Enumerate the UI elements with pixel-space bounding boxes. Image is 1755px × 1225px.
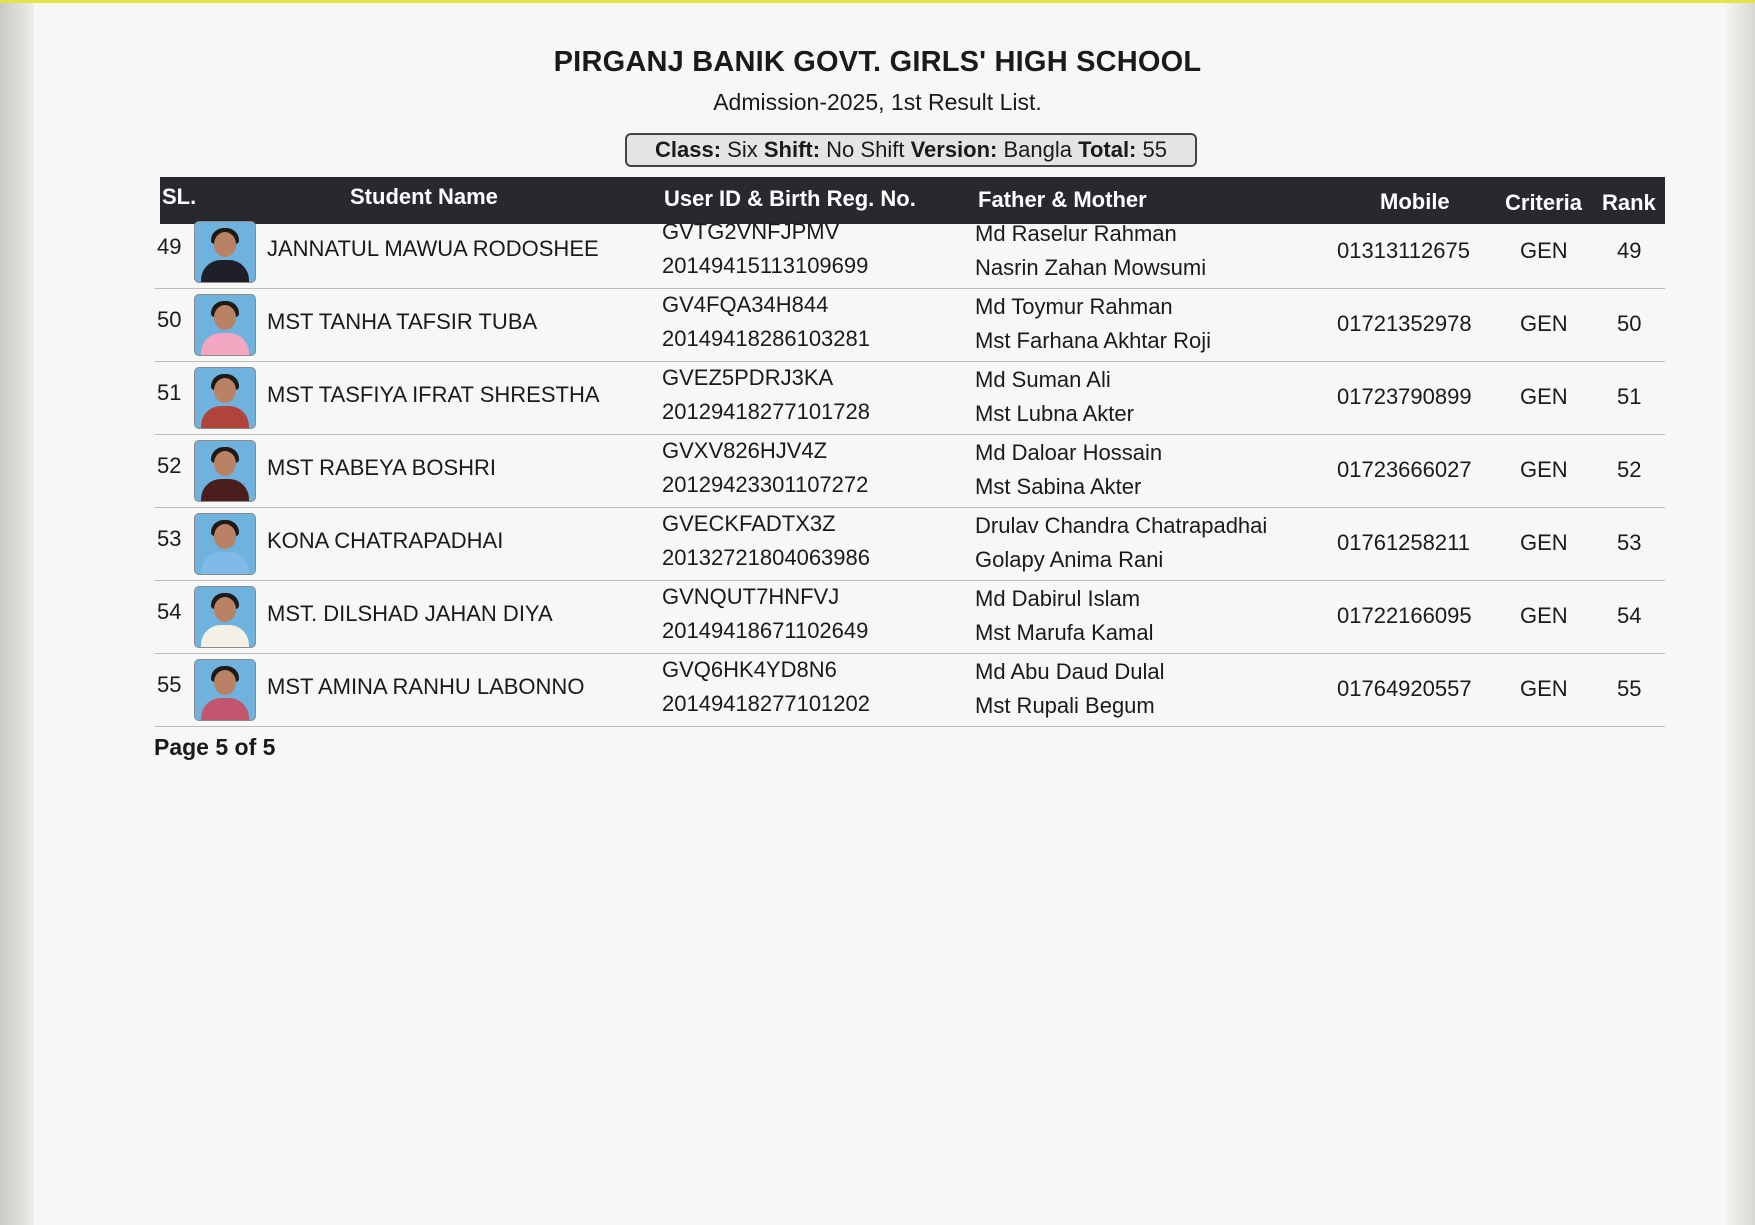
cell-sl: 50 — [157, 307, 182, 332]
cell-rank: 49 — [1617, 238, 1642, 263]
cell-user-id: GVNQUT7HNFVJ — [662, 584, 840, 609]
cell-rank: 52 — [1617, 457, 1642, 482]
cell-mother: Mst Marufa Kamal — [975, 620, 1154, 645]
col-sl: SL. — [162, 184, 197, 209]
photo-body — [201, 260, 249, 282]
col-mobile: Mobile — [1380, 189, 1450, 214]
class-value: Six — [727, 137, 758, 162]
cell-rank: 53 — [1617, 530, 1642, 555]
cell-user-id: GVEZ5PDRJ3KA — [662, 365, 834, 390]
scan-top-edge — [0, 0, 1755, 3]
student-photo — [195, 368, 255, 428]
cell-criteria: GEN — [1520, 238, 1568, 263]
cell-mobile: 01761258211 — [1337, 530, 1470, 555]
cell-birth-reg: 20149418277101202 — [662, 691, 871, 716]
total-label: Total: — [1078, 137, 1137, 162]
cell-sl: 51 — [157, 380, 182, 405]
cell-criteria: GEN — [1520, 530, 1568, 555]
photo-face — [214, 378, 236, 403]
cell-father: Md Toymur Rahman — [975, 294, 1173, 319]
cell-father: Md Dabirul Islam — [975, 586, 1141, 611]
photo-body — [201, 479, 249, 501]
cell-birth-reg: 20132721804063986 — [662, 545, 871, 570]
scan-left-edge — [0, 0, 34, 1225]
cell-criteria: GEN — [1520, 676, 1568, 701]
col-father-mother: Father & Mother — [978, 187, 1147, 212]
cell-father: Drulav Chandra Chatrapadhai — [975, 513, 1268, 538]
photo-body — [201, 406, 249, 428]
cell-mobile: 01313112675 — [1337, 238, 1470, 263]
cell-student-name: MST RABEYA BOSHRI — [267, 455, 497, 480]
cell-mother: Mst Lubna Akter — [975, 401, 1134, 426]
photo-body — [201, 698, 249, 720]
cell-mobile: 01764920557 — [1337, 676, 1472, 701]
cell-mother: Mst Farhana Akhtar Roji — [975, 328, 1211, 353]
student-photo — [195, 660, 255, 720]
cell-mother: Mst Sabina Akter — [975, 474, 1142, 499]
table-row — [155, 508, 1665, 581]
scan-right-edge — [1725, 0, 1755, 1225]
cell-user-id: GVXV826HJV4Z — [662, 438, 828, 463]
student-photo — [195, 587, 255, 647]
col-student-name: Student Name — [350, 184, 498, 209]
cell-mother: Mst Rupali Begum — [975, 693, 1155, 718]
shift-value: No Shift — [826, 137, 905, 162]
table-row — [155, 581, 1665, 654]
version-value: Bangla — [1003, 137, 1073, 162]
cell-sl: 54 — [157, 599, 182, 624]
cell-student-name: MST AMINA RANHU LABONNO — [267, 674, 585, 699]
cell-student-name: MST TANHA TAFSIR TUBA — [267, 309, 538, 334]
cell-father: Md Raselur Rahman — [975, 221, 1177, 246]
table-row — [155, 435, 1665, 508]
photo-body — [201, 625, 249, 647]
page-indicator: Page 5 of 5 — [154, 734, 276, 760]
photo-face — [214, 451, 236, 476]
cell-rank: 51 — [1617, 384, 1642, 409]
photo-face — [214, 597, 236, 622]
cell-mobile: 01721352978 — [1337, 311, 1472, 336]
student-photo — [195, 295, 255, 355]
cell-sl: 55 — [157, 672, 182, 697]
cell-student-name: MST. DILSHAD JAHAN DIYA — [267, 601, 553, 626]
cell-rank: 50 — [1617, 311, 1642, 336]
table-row — [155, 654, 1665, 727]
student-photo — [195, 441, 255, 501]
photo-face — [214, 305, 236, 330]
class-info-box — [625, 133, 1197, 167]
result-list-subtitle: Admission-2025, 1st Result List. — [713, 89, 1042, 115]
cell-student-name: JANNATUL MAWUA RODOSHEE — [267, 236, 599, 261]
cell-student-name: KONA CHATRAPADHAI — [267, 528, 504, 553]
cell-rank: 54 — [1617, 603, 1642, 628]
cell-mobile: 01723666027 — [1337, 457, 1472, 482]
cell-criteria: GEN — [1520, 603, 1568, 628]
cell-user-id: GV4FQA34H844 — [662, 292, 829, 317]
student-photo — [195, 514, 255, 574]
cell-sl: 52 — [157, 453, 182, 478]
cell-birth-reg: 20149418286103281 — [662, 326, 871, 351]
cell-student-name: MST TASFIYA IFRAT SHRESTHA — [267, 382, 600, 407]
col-user-id: User ID & Birth Reg. No. — [664, 186, 916, 211]
cell-birth-reg: 20149418671102649 — [662, 618, 869, 643]
photo-body — [201, 333, 249, 355]
cell-rank: 55 — [1617, 676, 1642, 701]
table-row — [155, 289, 1665, 362]
photo-body — [201, 552, 249, 574]
cell-user-id: GVECKFADTX3Z — [662, 511, 836, 536]
photo-face — [214, 232, 236, 257]
shift-label: Shift: — [763, 137, 821, 162]
cell-father: Md Suman Ali — [975, 367, 1111, 392]
total-value: 55 — [1142, 137, 1167, 162]
cell-birth-reg: 20149415113109699 — [662, 253, 869, 278]
cell-user-id: GVQ6HK4YD8N6 — [662, 657, 837, 682]
cell-sl: 49 — [157, 234, 182, 259]
col-rank: Rank — [1602, 190, 1656, 215]
class-label: Class: — [654, 137, 722, 162]
table-row — [155, 362, 1665, 435]
table-row — [155, 216, 1665, 289]
school-title: PIRGANJ BANIK GOVT. GIRLS' HIGH SCHOOL — [553, 46, 1202, 78]
cell-criteria: GEN — [1520, 384, 1568, 409]
photo-face — [214, 524, 236, 549]
col-criteria: Criteria — [1505, 190, 1583, 215]
cell-mother: Golapy Anima Rani — [975, 547, 1164, 572]
cell-user-id: GVTG2VNFJPMV — [662, 219, 840, 244]
cell-sl: 53 — [157, 526, 182, 551]
cell-birth-reg: 20129423301107272 — [662, 472, 869, 497]
cell-criteria: GEN — [1520, 311, 1568, 336]
version-label: Version: — [910, 137, 998, 162]
cell-father: Md Abu Daud Dulal — [975, 659, 1165, 684]
photo-face — [214, 670, 236, 695]
cell-mobile: 01723790899 — [1337, 384, 1472, 409]
cell-mother: Nasrin Zahan Mowsumi — [975, 255, 1207, 280]
cell-mobile: 01722166095 — [1337, 603, 1472, 628]
cell-father: Md Daloar Hossain — [975, 440, 1163, 465]
cell-birth-reg: 20129418277101728 — [662, 399, 871, 424]
student-photo — [195, 222, 255, 282]
cell-criteria: GEN — [1520, 457, 1568, 482]
